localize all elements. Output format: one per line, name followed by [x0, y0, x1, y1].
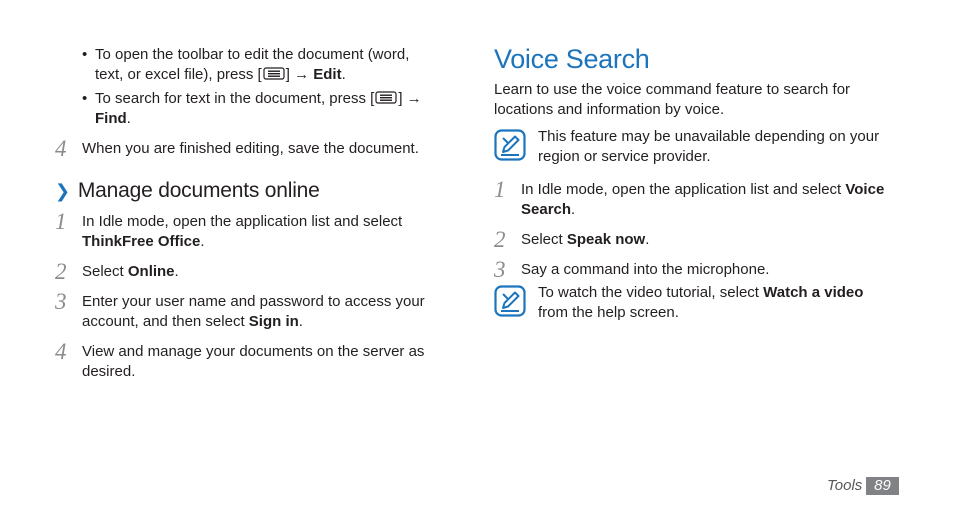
note-pencil-icon [494, 285, 526, 317]
step-number: 4 [55, 136, 67, 161]
note-text: This feature may be unavailable depending on your region or service provider. [538, 128, 880, 165]
bullet-line: text, or excel file), press [ ] → Edit. [95, 66, 346, 83]
step-number: 4 [55, 339, 67, 364]
menu-key-icon [263, 67, 285, 80]
section-heading [55, 178, 320, 204]
step-number: 3 [55, 289, 67, 314]
bullet-line: To open the toolbar to edit the document (word, [95, 46, 410, 63]
step-text: Select Speak now. [521, 231, 650, 248]
step-text: Say a command into the microphone. [521, 261, 770, 278]
step-number: 2 [494, 227, 506, 252]
bullet-line: To search for text in the document, press [ ] → [95, 90, 422, 107]
bullet-text [95, 89, 440, 129]
bullet-line: Find. [95, 110, 131, 127]
page-number: 89 [866, 477, 899, 495]
bullet-dot: • [82, 90, 88, 107]
intro-paragraph: Learn to use the voice command feature to search for locations and information by voice. [494, 81, 851, 118]
step-text: When you are finished editing, save the document. [82, 140, 419, 157]
step-text: Select Online. [82, 263, 179, 280]
note-text: To watch the video tutorial, select Watch a video from the help screen. [538, 284, 864, 321]
step-text: In Idle mode, open the application list and select ThinkFree Office. [82, 213, 403, 250]
step-text: Enter your user name and password to access your account, and then select Sign in. [82, 293, 425, 330]
step-number: 1 [55, 209, 67, 234]
bullet-text [95, 45, 440, 85]
step-number: 3 [494, 257, 506, 282]
note-pencil-icon [494, 129, 526, 161]
step-text: View and manage your documents on the server as desired. [82, 343, 425, 380]
page-title: Voice Search [494, 44, 650, 74]
footer-section-label: Tools [827, 477, 863, 494]
section-title: Manage documents online [77, 179, 320, 202]
bullet-dot: • [82, 46, 88, 63]
step-text: In Idle mode, open the application list and select Voice Search. [521, 181, 885, 218]
step-number: 1 [494, 177, 506, 202]
step-number: 2 [55, 259, 67, 284]
chevron-right-icon: ❯ [55, 181, 70, 201]
menu-key-icon [375, 91, 397, 104]
